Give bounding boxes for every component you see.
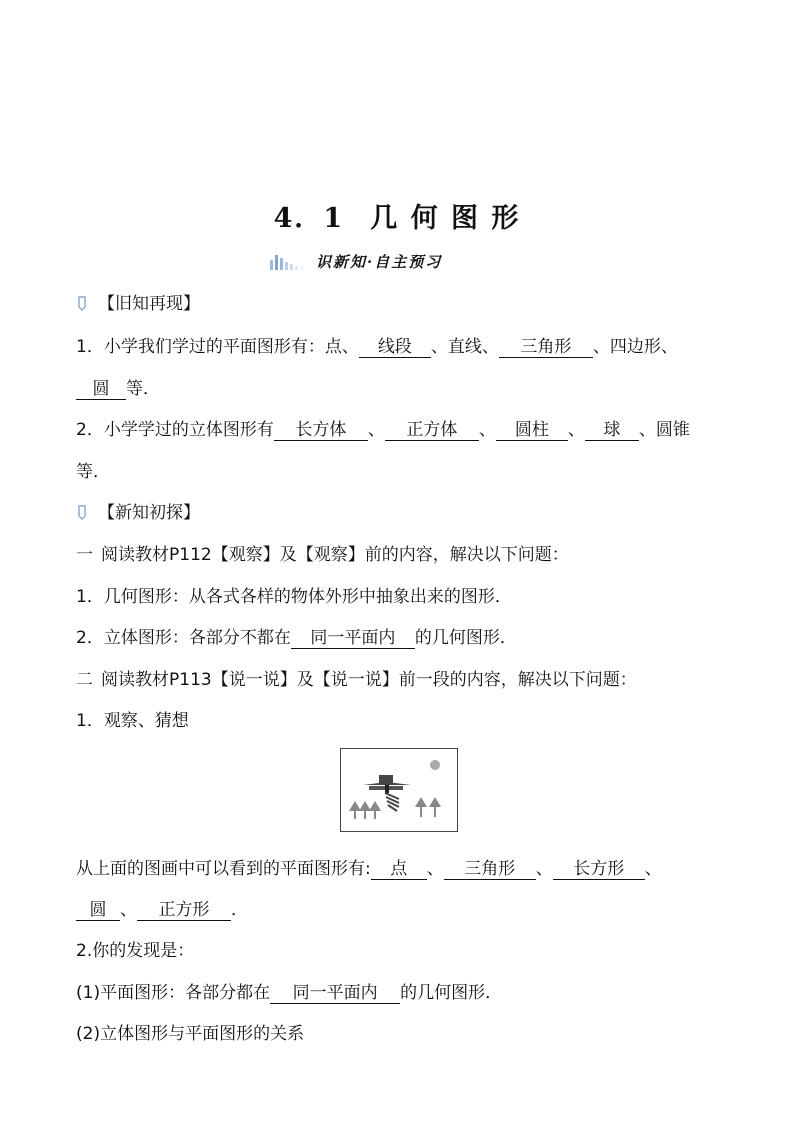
part-marker: 二 — [76, 670, 93, 690]
note-1: 1．几何图形：从各式各样的物体外形中抽象出来的图形． — [76, 587, 512, 607]
observation: 从上面的图画中可以看到的平面图形有: 点 、 三角形 、 长方形 、 — [76, 859, 662, 879]
answer-blank: 三角形 — [499, 337, 593, 358]
answer-blank: 线段 — [359, 337, 431, 358]
answer-blank: 圆 — [76, 379, 126, 400]
answer-blank: 正方体 — [385, 420, 479, 441]
answer-blank: 球 — [585, 420, 639, 441]
answer-blank: 圆 — [76, 900, 120, 921]
finding-2: (2)立体图形与平面图形的关系 — [76, 1024, 305, 1044]
question-2: 2．小学学过的立体图形有 长方体 、 正方体 、 圆柱 、 球 、圆锥 — [76, 420, 690, 440]
banner-text: 识新知·自主预习 — [316, 252, 443, 271]
answer-blank: 同一平面内 — [270, 983, 400, 1004]
pencil-icon — [76, 504, 90, 520]
section-banner — [270, 250, 442, 272]
part-2-instruction: 二 阅读教材P113【说一说】及【说一说】前一段的内容，解决以下问题： — [76, 670, 637, 690]
answer-blank: 正方形 — [137, 900, 231, 921]
part-1-instruction: 一 阅读教材P112【观察】及【观察】前的内容，解决以下问题： — [76, 545, 569, 565]
section-heading-old: 【旧知再现】 — [76, 292, 736, 316]
section-heading-new: 【新知初探】 — [76, 501, 736, 525]
question-2-cont: 等． — [76, 462, 110, 482]
answer-blank: 长方体 — [274, 420, 368, 441]
banner-bars-icon — [270, 252, 306, 270]
part-marker: 一 — [76, 545, 93, 565]
scene-illustration — [340, 748, 458, 832]
note-2: 2．立体图形：各部分不都在 同一平面内 的几何图形． — [76, 628, 517, 648]
subtask-1: 1．观察、猜想 — [76, 711, 189, 731]
title-number: 4．1 — [273, 203, 345, 234]
house-trees-drawing — [341, 749, 457, 831]
title-text: 几 何 图 形 — [370, 203, 521, 234]
pencil-icon — [76, 295, 90, 311]
page-title — [0, 196, 794, 235]
answer-blank: 点 — [371, 859, 427, 880]
question-1: 1．小学我们学过的平面图形有：点、 线段 、直线、 三角形 、四边形、 — [76, 337, 678, 357]
subtask-2: 2.你的发现是： — [76, 941, 195, 961]
finding-1: (1)平面图形：各部分都在 同一平面内 的几何图形． — [76, 983, 503, 1003]
answer-blank: 同一平面内 — [291, 628, 415, 649]
observation-cont: 圆 、 正方形 ． — [76, 898, 736, 922]
answer-blank: 长方形 — [553, 859, 645, 880]
question-1-cont: 圆 等． — [76, 377, 736, 401]
answer-blank: 三角形 — [444, 859, 536, 880]
answer-blank: 圆柱 — [496, 420, 568, 441]
